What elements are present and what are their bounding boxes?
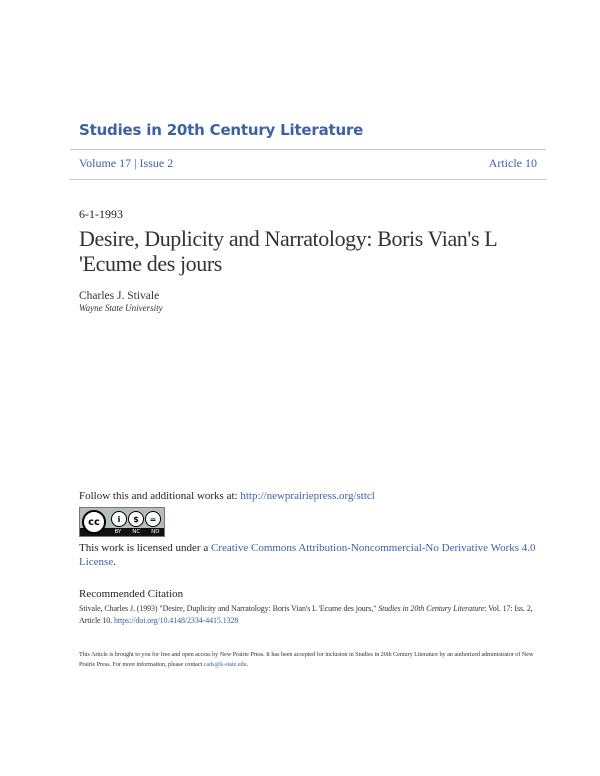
cc-icon: cc [82,510,106,534]
volume-link[interactable]: Volume 17 [79,156,132,170]
volume-issue [79,156,173,171]
publication-date: 6-1-1993 [79,207,123,221]
access-footer [79,650,541,670]
author-name: Charles J. Stivale [79,290,160,302]
footer-text: This Article is brought to you for free and open access by New Prairie Press. It has been accepted for inclusion in Studies in 20th Century Literature by an authorized administrator of New Prairie Press. For more information, please contact [79,651,534,668]
footer-end: . [246,661,249,668]
follow-line [79,490,375,502]
divider-top [70,149,546,150]
badge-labels [109,528,165,537]
doi-link[interactable]: https://doi.org/10.4148/2334-4415.1328 [114,616,239,625]
author-affiliation: Wayne State University [79,303,163,313]
license-link[interactable]: Creative Commons Attribution-Noncommercial-No Derivative Works 4.0 License [79,542,536,568]
label-nc: NC [132,529,141,535]
noderivatives-icon: = [145,511,161,527]
citation-after: : Vol. 17: Iss. 2, Article 10. [79,604,533,625]
license-suffix: . [113,556,116,568]
attribution-icon: i [111,511,127,527]
article-title: Desire, Duplicity and Narratology: Boris Vian's L 'Ecume des jours [79,226,497,276]
noncommercial-icon: $ [128,511,144,527]
volume-separator: | [131,156,140,170]
divider-bottom [70,179,546,180]
citation-before: Stivale, Charles J. (1993) "Desire, Duplicity and Narratology: Boris Vian's L 'Ecume des jours," [79,604,379,613]
article-number-link[interactable]: Article 10 [488,156,537,170]
repository-link[interactable]: http://newprairiepress.org/sttcl [240,490,375,502]
contact-email-link[interactable]: cads@k-state.edu [203,661,247,668]
license-prefix: This work is licensed under a [79,542,211,554]
journal-title[interactable]: Studies in 20th Century Literature [79,121,364,139]
citation-heading: Recommended Citation [79,588,184,600]
license-statement [79,541,539,569]
label-by: BY [114,529,122,535]
citation-journal: Studies in 20th Century Literature [378,604,485,613]
creative-commons-badge[interactable] [79,507,165,537]
issue-row [79,156,537,171]
label-nd: ND [151,529,160,535]
follow-text: Follow this and additional works at: [79,490,241,502]
citation-text [79,603,541,627]
issue-link[interactable]: Issue 2 [139,156,174,170]
